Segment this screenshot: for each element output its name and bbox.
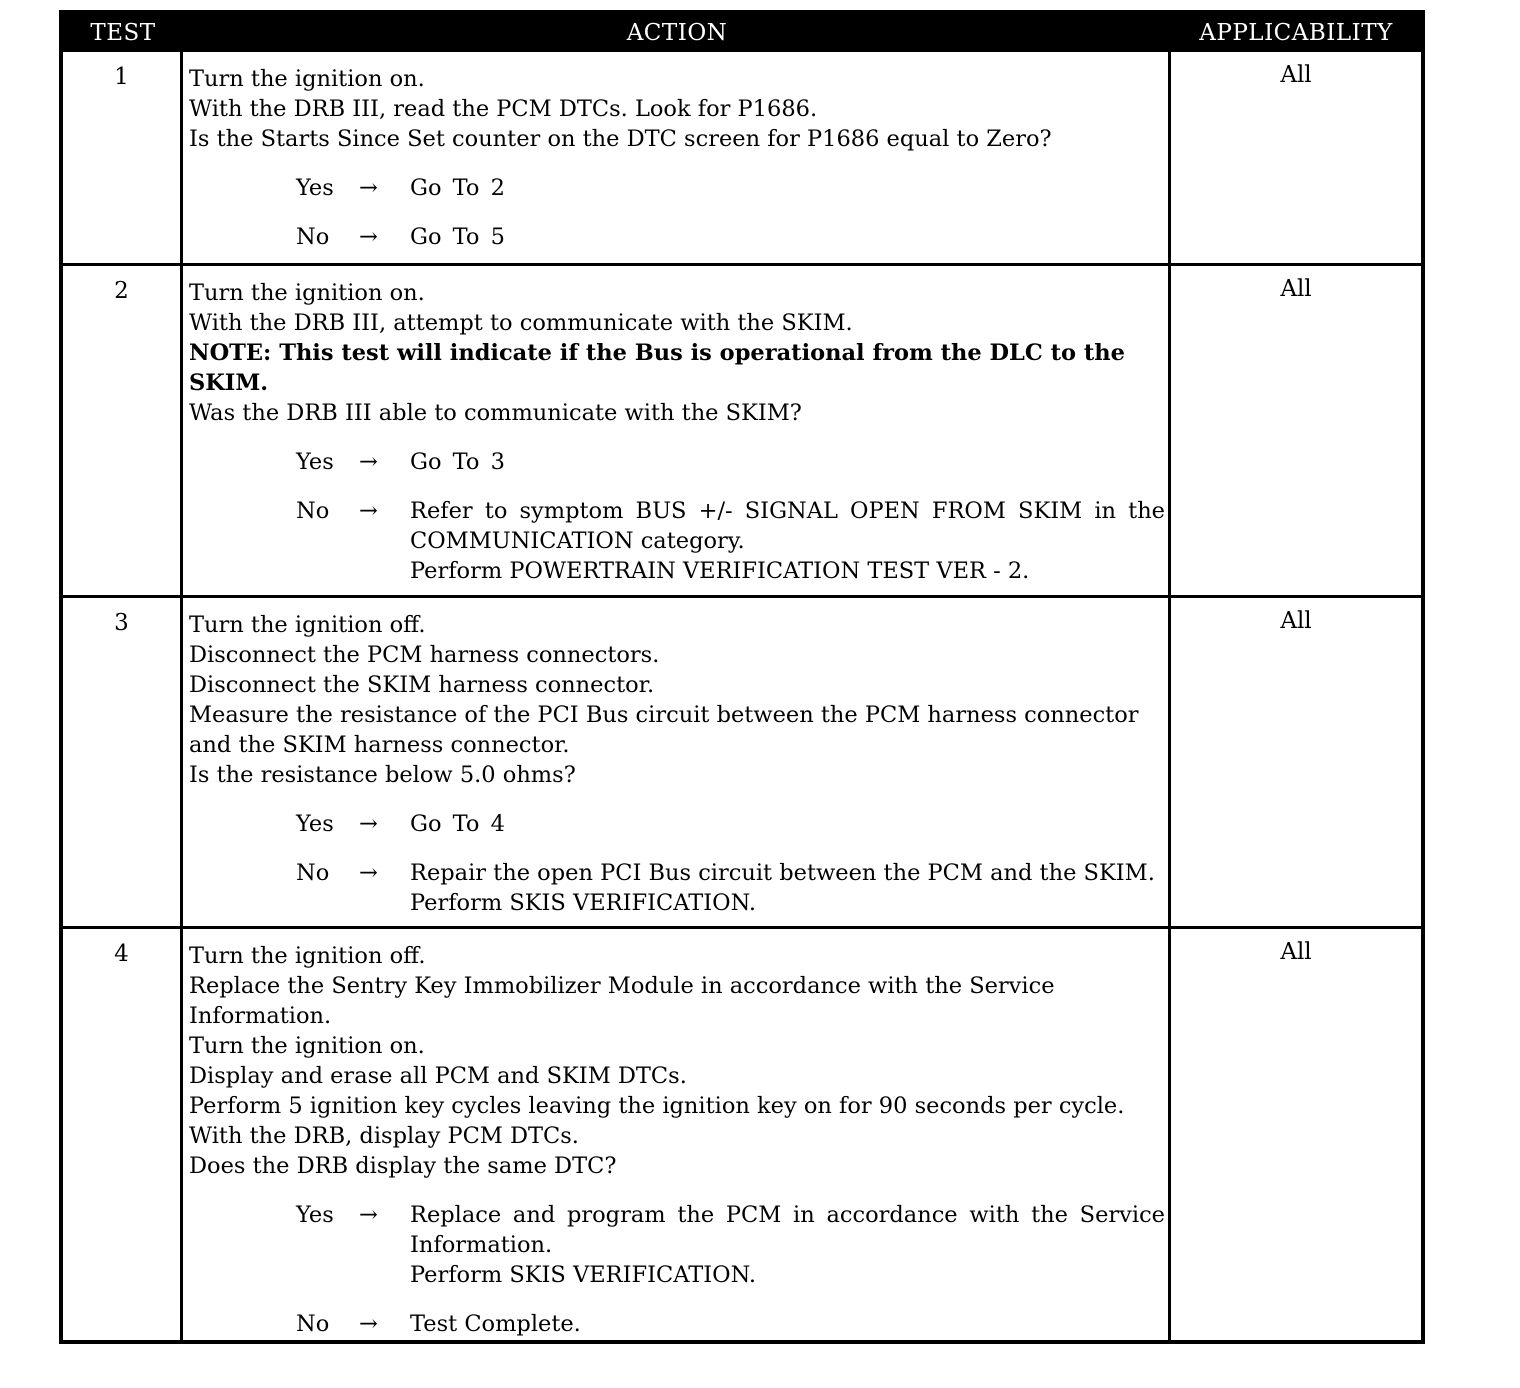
no-label: No bbox=[296, 498, 330, 524]
no-branch bbox=[189, 858, 1165, 918]
step-text: Disconnect the PCM harness connectors. bbox=[189, 642, 660, 668]
header-applicability: APPLICABILITY bbox=[1199, 20, 1393, 46]
diagnostic-test-table bbox=[59, 10, 1425, 1344]
yes-result: Go To 4 bbox=[410, 811, 505, 837]
yes-branch bbox=[189, 1200, 1165, 1290]
yes-label: Yes bbox=[296, 449, 334, 475]
no-result: Repair the open PCI Bus circuit between the PCM and the SKIM. bbox=[410, 860, 1155, 886]
yes-result: Go To 3 bbox=[410, 449, 505, 475]
test-number: 4 bbox=[114, 941, 129, 967]
arrow-icon: → bbox=[359, 498, 378, 524]
yes-branch bbox=[189, 809, 1165, 839]
test-number: 3 bbox=[114, 610, 129, 636]
no-label: No bbox=[296, 1311, 330, 1337]
no-result: Perform SKIS VERIFICATION. bbox=[410, 890, 756, 916]
step-text: Was the DRB III able to communicate with the SKIM? bbox=[189, 400, 802, 426]
table-row bbox=[63, 263, 1421, 595]
action-cell bbox=[189, 64, 1165, 252]
yes-result: Go To 2 bbox=[410, 175, 505, 201]
step-text: Perform 5 ignition key cycles leaving the ignition key on for 90 seconds per cycle. bbox=[189, 1093, 1125, 1119]
table-row bbox=[63, 595, 1421, 926]
no-result: Perform POWERTRAIN VERIFICATION TEST VER - 2. bbox=[410, 558, 1030, 584]
arrow-icon: → bbox=[359, 1311, 378, 1337]
no-branch bbox=[189, 1309, 1165, 1339]
no-branch bbox=[189, 496, 1165, 586]
applicability-cell: All bbox=[1280, 276, 1312, 302]
action-cell bbox=[189, 278, 1165, 586]
no-branch bbox=[189, 222, 1165, 252]
test-number: 2 bbox=[114, 278, 129, 304]
action-cell bbox=[189, 610, 1165, 918]
arrow-icon: → bbox=[359, 224, 378, 250]
no-label: No bbox=[296, 224, 330, 250]
no-result: Go To 5 bbox=[410, 224, 505, 250]
arrow-icon: → bbox=[359, 1202, 378, 1228]
yes-result: Perform SKIS VERIFICATION. bbox=[410, 1262, 756, 1288]
step-text: With the DRB, display PCM DTCs. bbox=[189, 1123, 579, 1149]
step-text: Turn the ignition on. bbox=[189, 66, 425, 92]
step-text: Turn the ignition off. bbox=[189, 943, 426, 969]
header-test: TEST bbox=[90, 20, 156, 46]
note-text: NOTE: This test will indicate if the Bus is operational from the DLC to the SKIM. bbox=[189, 340, 1125, 396]
step-text: Measure the resistance of the PCI Bus circuit between the PCM harness connector and the SKIM harness connector. bbox=[189, 702, 1139, 758]
test-number: 1 bbox=[114, 64, 129, 90]
step-text: With the DRB III, read the PCM DTCs. Look for P1686. bbox=[189, 96, 818, 122]
yes-label: Yes bbox=[296, 175, 334, 201]
arrow-icon: → bbox=[359, 449, 378, 475]
yes-result: Replace and program the PCM in accordance with the Service Information. bbox=[410, 1202, 1165, 1258]
yes-label: Yes bbox=[296, 811, 334, 837]
step-text: With the DRB III, attempt to communicate with the SKIM. bbox=[189, 310, 853, 336]
no-result: Refer to symptom BUS +/- SIGNAL OPEN FROM SKIM in the COMMUNICATION category. bbox=[410, 498, 1165, 554]
header-action: ACTION bbox=[626, 20, 728, 46]
step-text: Turn the ignition off. bbox=[189, 612, 426, 638]
table-header bbox=[63, 14, 1421, 52]
step-text: Is the Starts Since Set counter on the DTC screen for P1686 equal to Zero? bbox=[189, 126, 1052, 152]
step-text: Replace the Sentry Key Immobilizer Module in accordance with the Service Information. bbox=[189, 973, 1055, 1029]
no-label: No bbox=[296, 860, 330, 886]
step-text: Does the DRB display the same DTC? bbox=[189, 1153, 617, 1179]
arrow-icon: → bbox=[359, 175, 378, 201]
yes-label: Yes bbox=[296, 1202, 334, 1228]
arrow-icon: → bbox=[359, 811, 378, 837]
step-text: Display and erase all PCM and SKIM DTCs. bbox=[189, 1063, 687, 1089]
applicability-cell: All bbox=[1280, 939, 1312, 965]
step-text: Disconnect the SKIM harness connector. bbox=[189, 672, 655, 698]
no-result: Test Complete. bbox=[410, 1311, 581, 1337]
step-text: Turn the ignition on. bbox=[189, 1033, 425, 1059]
action-cell bbox=[189, 941, 1165, 1339]
step-text: Is the resistance below 5.0 ohms? bbox=[189, 762, 576, 788]
arrow-icon: → bbox=[359, 860, 378, 886]
table-row bbox=[63, 926, 1421, 1340]
step-text: Turn the ignition on. bbox=[189, 280, 425, 306]
applicability-cell: All bbox=[1280, 62, 1312, 88]
yes-branch bbox=[189, 447, 1165, 477]
yes-branch bbox=[189, 173, 1165, 203]
applicability-cell: All bbox=[1280, 608, 1312, 634]
table-row bbox=[63, 52, 1421, 263]
